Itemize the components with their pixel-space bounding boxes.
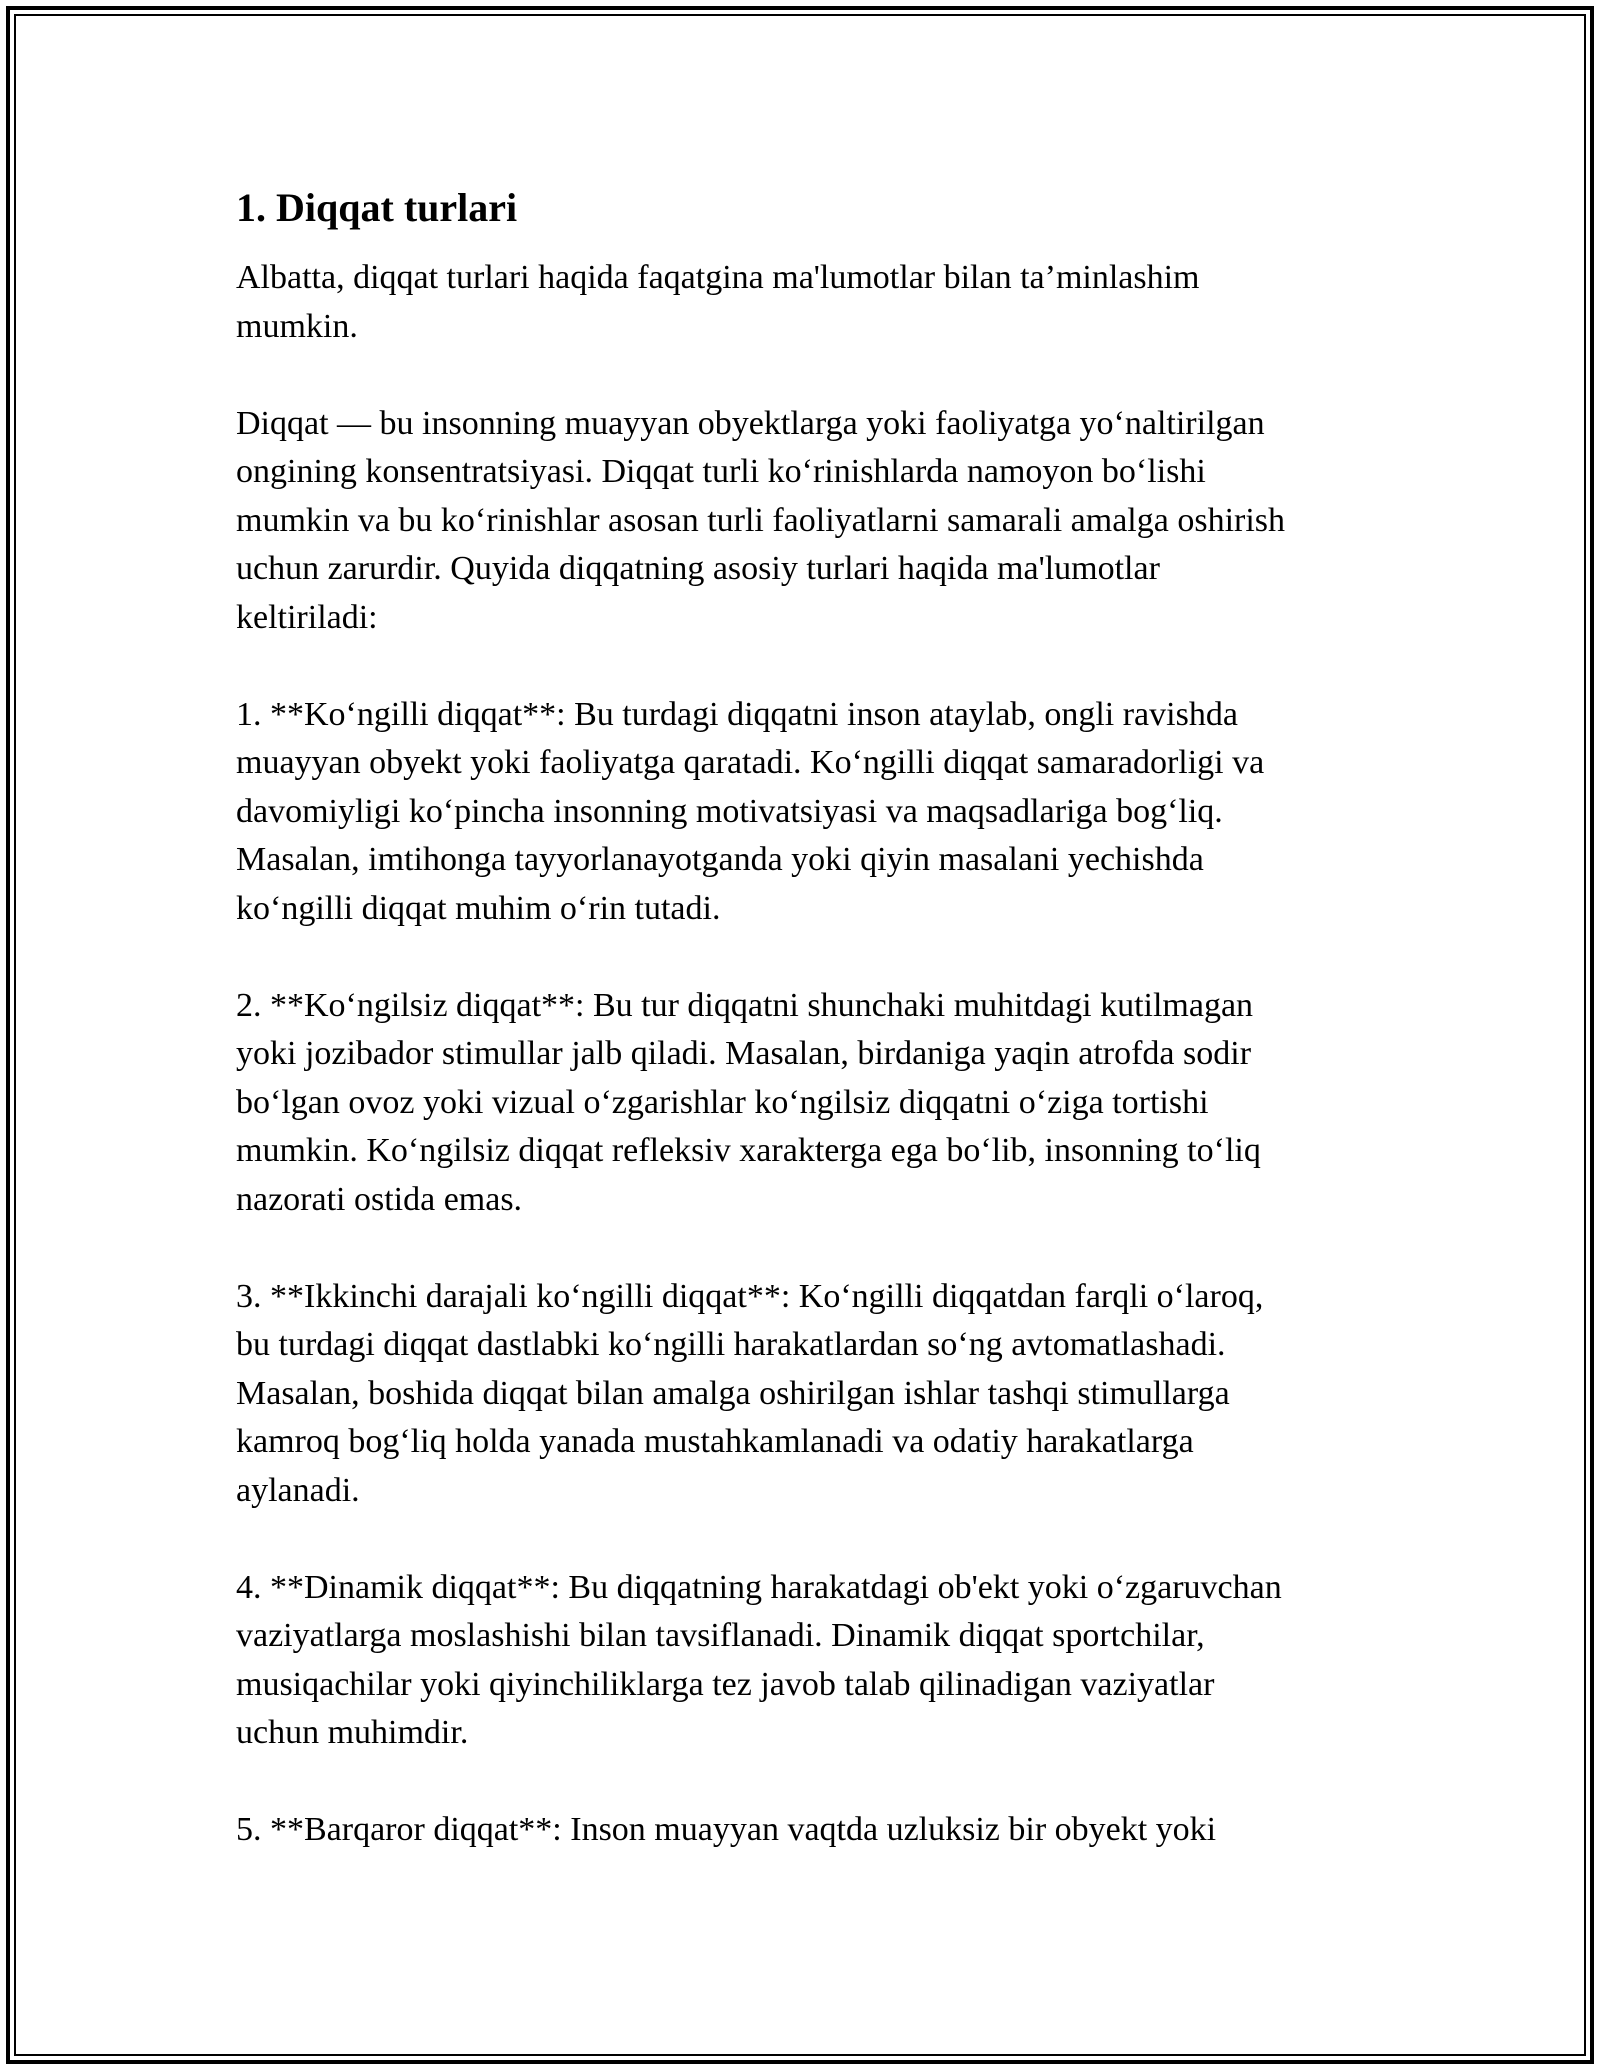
list-item-involuntary-attention: 2. **Ko‘ngilsiz diqqat**: Bu tur diqqatni shunchaki muhitdagi kutilmagan yoki jozibador stimullar jalb qiladi. Masalan, birdaniga yaqin atrofda sodir bo‘lgan ovoz yoki vizual o‘zgarishlar ko‘ngilsiz diqqatni o‘ziga tortishi mumkin. Ko‘ngilsiz diqqat refleksiv xarakterga ega bo‘lib, insonning to‘liq nazorati ostida emas. (236, 986, 1261, 1218)
list-item-sustained-attention: 5. **Barqaror diqqat**: Inson muayyan vaqtda uzluksiz bir obyekt yoki (236, 1811, 1217, 1848)
list-item-dynamic-attention: 4. **Dinamik diqqat**: Bu diqqatning harakatdagi ob'ekt yoki o‘zgaruvchan vaziyatlarga moslashishi bilan tavsiflanadi. Dinamik diqqat sportchilar, musiqachilar yoki qiyinchiliklarga tez javob talab qilinadigan vaziyatlar uchun muhimdir. (236, 1568, 1282, 1751)
paragraph-intro: Albatta, diqqat turlari haqida faqatgina ma'lumotlar bilan ta’minlashim mumkin. (236, 259, 1200, 345)
list-item-secondary-voluntary-attention: 3. **Ikkinchi darajali ko‘ngilli diqqat**: Ko‘ngilli diqqatdan farqli o‘laroq, bu turdagi diqqat dastlabki ko‘ngilli harakatlardan so‘ng avtomatlashadi. Masalan, boshida diqqat bilan amalga oshirilgan ishlar tashqi stimullarga kamroq bog‘liq holda yanada mustahkamlanadi va odatiy harakatlarga aylanadi. (236, 1277, 1264, 1509)
list-item-voluntary-attention: 1. **Ko‘ngilli diqqat**: Bu turdagi diqqatni inson ataylab, ongli ravishda muayyan obyekt yoki faoliyatga qaratadi. Ko‘ngilli diqqat samaradorligi va davomiyligi ko‘pincha insonning motivatsiyasi va maqsadlariga bog‘liq. Masalan, imtihonga tayyorlanayotganda yoki qiyin masalani yechishda ko‘ngilli diqqat muhim o‘rin tutadi. (236, 695, 1265, 927)
paragraph-definition: Diqqat — bu insonning muayyan obyektlarga yoki faoliyatga yo‘naltirilgan ongining konsentratsiyasi. Diqqat turli ko‘rinishlarda namoyon bo‘lishi mumkin va bu ko‘rinishlar asosan turli faoliyatlarni samarali amalga oshirish uchun zarurdir. Quyida diqqatning asosiy turlari haqida ma'lumotlar keltiriladi: (236, 404, 1286, 636)
page-title: 1. Diqqat turlari (236, 185, 518, 230)
document-body (236, 182, 1386, 1903)
